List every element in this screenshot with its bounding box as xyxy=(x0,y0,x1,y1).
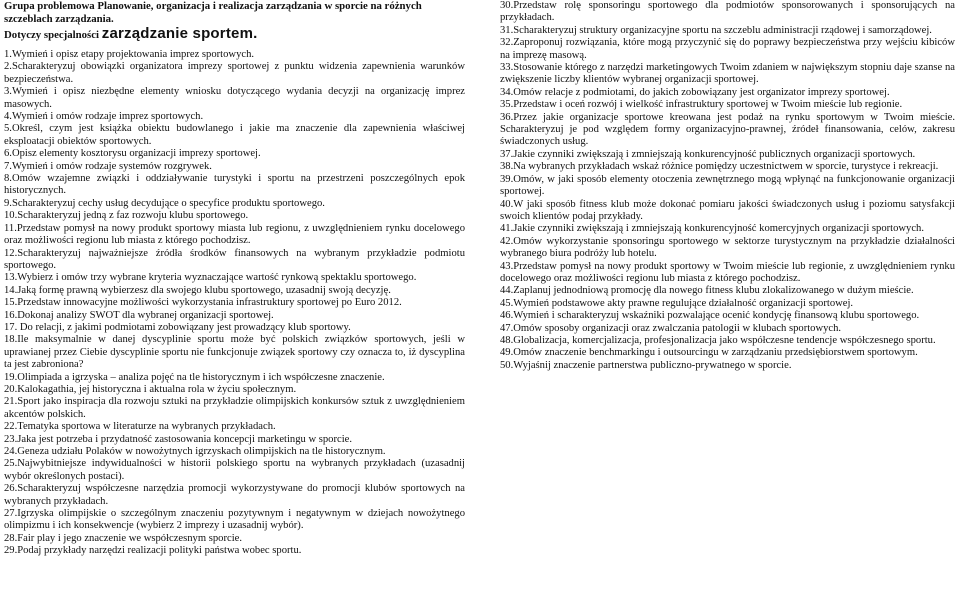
question-item: 21.Sport jako inspiracja dla rozwoju sztuki na przykładzie olimpijskich konkursów sztuk z uwzględnieniem akcentów polskich. xyxy=(4,396,465,420)
question-item: 49.Omów znaczenie benchmarkingu i outsourcingu w zarządzaniu przedsiębiorstwem sportowym. xyxy=(500,347,918,359)
question-item: 6.Opisz elementy kosztorysu organizacji imprezy sportowej. xyxy=(4,148,261,160)
question-item: 28.Fair play i jego znaczenie we współczesnym sporcie. xyxy=(4,532,242,544)
question-item: 29.Podaj przykłady narzędzi realizacji polityki państwa wobec sportu. xyxy=(4,545,302,557)
question-item: 9.Scharakteryzuj cechy usług decydujące o specyfice produktu sportowego. xyxy=(4,197,325,209)
question-item: 7.Wymień i omów rodzaje systemów rozgrywek. xyxy=(4,160,212,172)
question-item: 47.Omów sposoby organizacji oraz zwalczania patologii w klubach sportowych. xyxy=(500,322,842,334)
question-item: 17. Do relacji, z jakimi podmiotami zobowiązany jest prowadzący klub sportowy. xyxy=(4,321,351,333)
question-item: 4.Wymień i omów rodzaje imprez sportowych. xyxy=(4,111,204,123)
question-item: 45.Wymień podstawowe akty prawne regulujące działalność organizacji sportowej. xyxy=(500,297,854,309)
specialization-name: zarządzanie sportem. xyxy=(101,25,258,42)
question-item: 34.Omów relacje z podmiotami, do jakich zobowiązany jest organizator imprezy sportowej. xyxy=(500,86,890,98)
question-item: 25.Najwybitniejsze indywidualności w historii polskiego sportu na wybranych przykładach (uzasadnij wybór określonych postaci). xyxy=(4,458,465,482)
question-item: 31.Scharakteryzuj struktury organizacyjne sportu na szczeblu administracji rządowej i samorządowej. xyxy=(500,24,932,36)
question-item: 16.Dokonaj analizy SWOT dla wybranej organizacji sportowej. xyxy=(4,309,274,321)
question-item: 26.Scharakteryzuj współczesne narzędzia promocji wykorzystywane do promocji klubów sportowych na wybranych przykładach. xyxy=(4,483,465,507)
question-item: 42.Omów wykorzystanie sponsoringu sportowego w sektorze turystycznym na przykładzie działalności wybranego biura podróży lub hotelu. xyxy=(500,235,955,260)
question-item: 41.Jakie czynniki zwiększają i zmniejszają konkurencyjność komercyjnych organizacji sportowych. xyxy=(500,223,924,235)
question-item: 24.Geneza udziału Polaków w nowożytnych igrzyskach olimpijskich na tle historycznym. xyxy=(4,446,386,457)
question-list-left xyxy=(4,49,465,558)
question-item: 46.Wymień i scharakteryzuj wskaźniki pozwalające ocenić kondycję finansową klubu sportowego. xyxy=(500,310,920,322)
question-item: 48.Globalizacja, komercjalizacja, profesjonalizacja jako współczesne tendencje współczesnego sportu. xyxy=(500,334,936,346)
question-item: 10.Scharakteryzuj jedną z faz rozwoju klubu sportowego. xyxy=(4,210,249,222)
question-item: 11.Przedstaw pomysł na nowy produkt sportowy miasta lub regionu, z uwzględnieniem rynku docelowego oraz możliwości regionu lub miasta z którego pochodzisz. xyxy=(4,222,465,247)
question-item: 20.Kalokagathia, jej historyczna i aktualna rola w życiu społecznym. xyxy=(4,383,297,395)
question-item: 2.Scharakteryzuj obowiązki organizatora imprezy sportowej z punktu widzenia zapewnienia warunków bezpieczeństwa. xyxy=(4,61,465,85)
question-item: 8.Omów wzajemne związki i oddziaływanie turystyki i sportu na przestrzeni poszczególnych epok historycznych. xyxy=(4,173,465,197)
document-title: Grupa problemowa Planowanie, organizacja i realizacja zarządzania w sporcie na różnych szczeblach zarządzania. xyxy=(4,0,422,25)
question-item: 38.Na wybranych przykładach wskaż różnice pomiędzy uczestnictwem w sporcie, turystyce i rekreacji. xyxy=(500,161,939,173)
left-column xyxy=(4,0,465,558)
question-item: 3.Wymień i opisz niezbędne elementy wniosku dotyczącego wydania decyzji na organizację imprez masowych. xyxy=(4,86,465,110)
question-item: 1.Wymień i opisz etapy projektowania imprez sportowych. xyxy=(4,49,255,60)
question-item: 50.Wyjaśnij znaczenie partnerstwa publiczno-prywatnego w sporcie. xyxy=(500,359,792,371)
question-item: 14.Jaką formę prawną wybierzesz dla swojego klubu sportowego, uzasadnij swoją decyzję. xyxy=(4,284,391,296)
question-item: 23.Jaka jest potrzeba i przydatność zastosowania koncepcji marketingu w sporcie. xyxy=(4,433,353,445)
question-item: 40.W jaki sposób fitness klub może dokonać pomiaru jakości świadczonych usług i poziomu satysfakcji swoich klientów podaj przykłady. xyxy=(500,198,955,222)
question-item: 15.Przedstaw innowacyjne możliwości wykorzystania infrastruktury sportowej po Euro 2012. xyxy=(4,297,402,309)
question-item: 39.Omów, w jaki sposób elementy otoczenia zewnętrznego mogą wpłynąć na funkcjonowanie organizacji sportowej. xyxy=(500,173,955,198)
question-item: 19.Olimpiada a igrzyska – analiza pojęć na tle historycznym i ich współczesne znaczenie. xyxy=(4,371,385,383)
question-item: 22.Tematyka sportowa w literaturze na wybranych przykładach. xyxy=(4,421,276,433)
question-item: 18.Ile maksymalnie w danej dyscyplinie sportu może być polskich związków sportowych, jeśli w uprawianej przez Ciebie dyscyplinie sportu nie funkcjonuje związek sportowy czy oznacza to, iż dyscyplina ta jest zabroniona? xyxy=(4,334,465,371)
question-item: 43.Przedstaw pomysł na nowy produkt sportowy w Twoim mieście lub regionie, z uwzględnieniem rynku docelowego oraz możliwości regionu lub miasta z którego pochodzisz. xyxy=(500,260,955,284)
question-item: 33.Stosowanie którego z narzędzi marketingowych Twoim zdaniem w największym stopniu daje szanse na zwiększenie liczby klientów wybranej organizacji sportowej. xyxy=(500,62,955,86)
question-item: 44.Zaplanuj jednodniową promocję dla nowego fitness klubu zlokalizowanego w dużym mieście. xyxy=(500,285,914,297)
question-item: 35.Przedstaw i oceń rozwój i wielkość infrastruktury sportowej w Twoim mieście lub regionie. xyxy=(500,99,903,111)
question-item: 12.Scharakteryzuj najważniejsze źródła środków finansowych na wybranym przykładzie podmiotu sportowego. xyxy=(4,247,465,271)
question-item: 37.Jakie czynniki zwiększają i zmniejszają konkurencyjność publicznych organizacji sportowych. xyxy=(500,148,916,160)
question-item: 13.Wybierz i omów trzy wybrane kryteria wyznaczające wartość rynkową spektaklu sportowego. xyxy=(4,272,417,284)
right-column xyxy=(500,0,955,372)
question-list-right xyxy=(500,0,955,372)
question-item: 32.Zaproponuj rozwiązania, które mogą przyczynić się do poprawy bezpieczeństwa przy wejściu kibiców na imprezę masową. xyxy=(500,37,955,61)
question-item: 27.Igrzyska olimpijskie o szczególnym znaczeniu pozytywnym i negatywnym w dziejach nowożytnego olimpizmu i ich konsekwencje (wybierz 2 imprezy i uzasadnij wybór). xyxy=(4,508,465,532)
specialization-prefix: Dotyczy specjalności xyxy=(4,29,100,41)
question-item: 5.Określ, czym jest książka obiektu budowlanego i jakie ma znaczenie dla zapewnienia właściwej eksploatacji obiektów sportowych. xyxy=(4,123,465,147)
question-item: 36.Przez jakie organizacje sportowe kreowana jest podaż na rynku sportowym w Twoim mieście. Scharakteryzuj je pod względem formy organizacyjno-prawnej, źródeł finansowania, celów, zakresu świadczonych usług. xyxy=(500,111,955,148)
specialization-line xyxy=(4,26,465,43)
question-item: 30.Przedstaw rolę sponsoringu sportowego dla podmiotów sponsorowanych i sponsorujących na przykładach. xyxy=(500,0,955,24)
